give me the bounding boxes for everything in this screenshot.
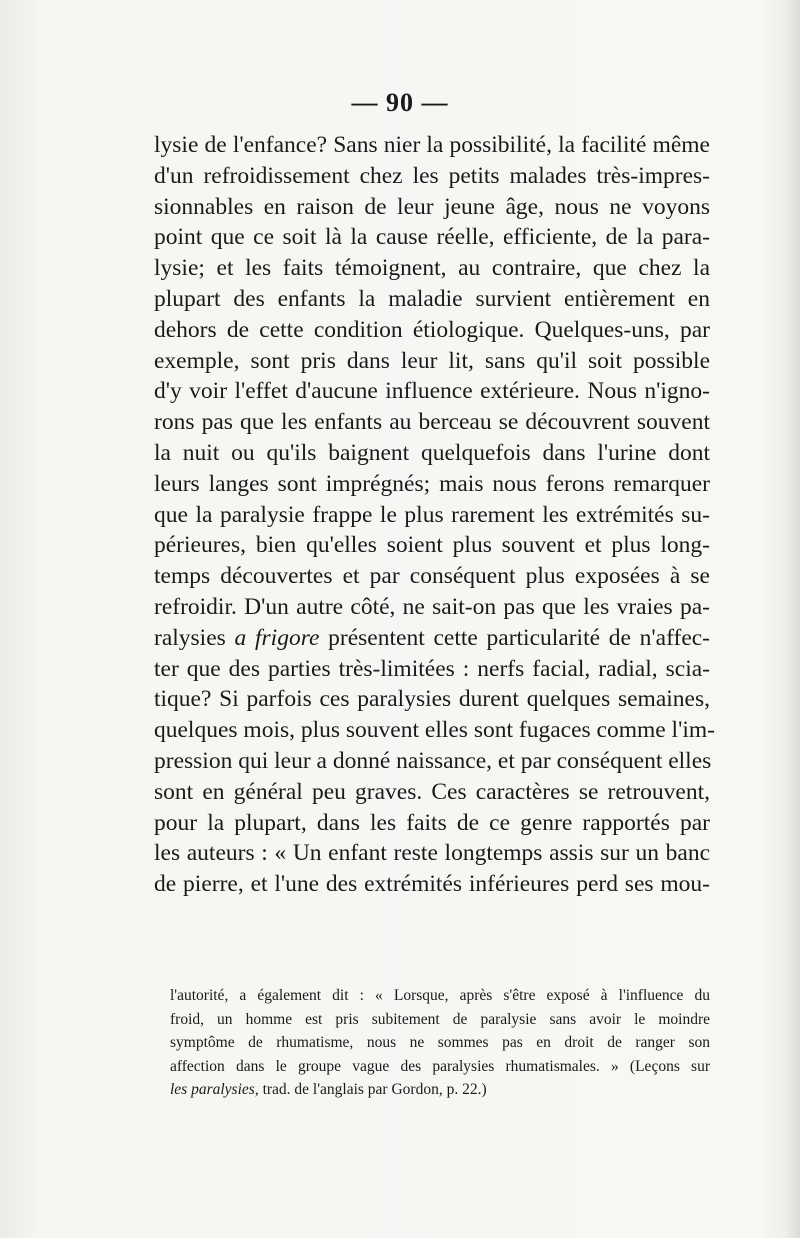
text-line: refroidir. D'un autre côté, ne sait-on pas que les vraies pa- (154, 593, 710, 620)
footnote (170, 984, 710, 1102)
text-line: pression qui leur a donné naissance, et par conséquent elles (154, 747, 712, 774)
text-line: leurs langes sont imprégnés; mais nous ferons remarquer (154, 470, 710, 497)
footnote-line: l'autorité, a également dit : « Lorsque, après s'être exposé à l'influence du (170, 987, 710, 1004)
text-line: périeures, bien qu'elles soient plus souvent et plus long- (154, 532, 710, 559)
text-segment: , trad. de l'anglais par Gordon, p. 22.) (254, 1081, 487, 1099)
text-line: les auteurs : « Un enfant reste longtemps assis sur un banc (154, 840, 710, 867)
footnote-line: symptôme de rhumatisme, nous ne sommes pas en droit de ranger son (170, 1034, 710, 1052)
text-line: point que ce soit là la cause réelle, efficiente, de la para- (154, 224, 710, 251)
text-line: la nuit ou qu'ils baignent quelquefois dans l'urine dont (154, 439, 710, 466)
text-line: exemple, sont pris dans leur lit, sans qu'il soit possible (154, 347, 710, 374)
text-line: de pierre, et l'une des extrémités inférieures perd ses mou- (154, 871, 710, 898)
text-line-frigore (154, 623, 710, 654)
footnote-line-last (170, 1078, 710, 1102)
italic-title: les paralysies (170, 1081, 255, 1099)
text-line: d'un refroidissement chez les petits malades très-impres- (154, 162, 710, 189)
italic-phrase: a frigore (234, 624, 320, 651)
text-line: rons pas que les enfants au berceau se découvrent souvent (154, 409, 710, 436)
text-line: quelques mois, plus souvent elles sont fugaces comme l'im- (154, 717, 715, 744)
body-text (154, 130, 715, 900)
footnote-line: froid, un homme est pris subitement de paralysie sans avoir le moindre (170, 1010, 710, 1028)
text-line: pour la plupart, dans les faits de ce genre rapportés par (154, 809, 710, 836)
page-number: — 90 — (351, 88, 449, 117)
page-edge-shadow (786, 0, 800, 1238)
text-line: ter que des parties très-limitées : nerfs facial, radial, scia- (154, 655, 710, 682)
text-line: temps découvertes et par conséquent plus exposées à se (154, 563, 710, 590)
text-segment: ralysies (154, 624, 226, 651)
text-line: d'y voir l'effet d'aucune influence extérieure. Nous n'igno- (154, 378, 710, 405)
text-line: plupart des enfants la maladie survient entièrement en (154, 285, 710, 312)
text-line: sont en général peu graves. Ces caractères se retrouvent, (154, 778, 710, 805)
text-line: tique? Si parfois ces paralysies durent quelques semaines, (154, 686, 710, 713)
text-line: dehors de cette condition étiologique. Quelques-uns, par (154, 316, 710, 343)
footnote-line: affection dans le groupe vague des paralysies rhumatismales. » (Leçons sur (170, 1057, 710, 1075)
text-line: que la paralysie frappe le plus rarement les extrémités su- (154, 501, 710, 528)
text-segment: présentent cette particularité de n'affec- (328, 624, 711, 651)
text-line: sionnables en raison de leur jeune âge, nous ne voyons (154, 193, 710, 220)
text-line: lysie; et les faits témoignent, au contraire, que chez la (154, 255, 710, 282)
text-line: lysie de l'enfance? Sans nier la possibilité, la facilité même (154, 132, 710, 158)
